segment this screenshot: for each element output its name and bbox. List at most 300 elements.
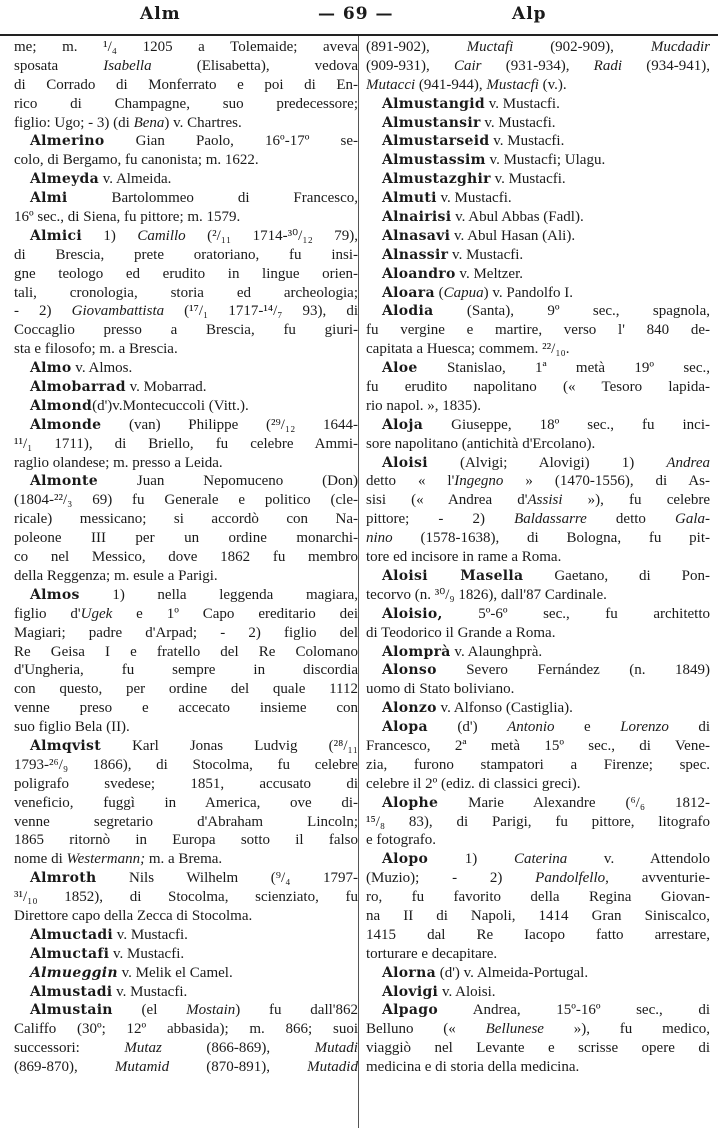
entry-headword: Almi <box>30 190 68 207</box>
text-span: Andrea, 15º-16º sec., di <box>437 1002 710 1019</box>
text-line <box>14 284 358 303</box>
text-line <box>14 454 358 473</box>
header-left-guideword: Alm <box>140 4 181 24</box>
text-line <box>14 416 358 435</box>
text-span: e 1º Capo ereditario dei <box>112 605 358 622</box>
text-line <box>14 491 358 510</box>
entry-headword: Almroth <box>30 870 97 887</box>
text-span: co nel Messico, dove 1862 fu membro <box>14 549 358 566</box>
entry-headword: Almueggin <box>30 964 118 981</box>
text-span: (²/₁₁ 1714-³⁰/₁₂ 79), <box>185 227 358 244</box>
text-line <box>14 510 358 529</box>
text-line <box>366 624 710 643</box>
entry-headword: Alopo <box>382 851 429 868</box>
text-span: Capua <box>443 284 484 301</box>
text-span: Karl Jonas Ludvig (²⁸/₁₁ <box>101 737 358 754</box>
text-span: ) fu dall'862 <box>235 1002 358 1019</box>
text-span: v. Alaunghprà. <box>450 643 543 660</box>
text-span: v. Almos. <box>71 360 133 377</box>
text-line <box>14 151 358 170</box>
text-span: (1578-1638), di Bologna, fu pit- <box>392 530 710 547</box>
entry-headword: Almobarrad <box>30 379 126 396</box>
entry-headword: Almuctadi <box>30 926 114 943</box>
entry-headword: Alpago <box>382 1002 438 1019</box>
text-line <box>366 813 710 832</box>
text-line <box>14 680 358 699</box>
entry-headword: Alodia <box>382 303 434 320</box>
text-line <box>366 246 710 265</box>
text-line <box>366 794 710 813</box>
text-span: Muctafi <box>466 39 514 55</box>
text-line <box>14 472 358 491</box>
text-span: celebre il 2º (ediz. di classici greci). <box>366 775 581 792</box>
text-span: ¹⁵/₈ 83), di Parigi, fu pittore, litografo <box>366 813 710 830</box>
entry-headword: Aloe <box>382 360 418 377</box>
text-span: venne preso e accecato insieme con <box>14 700 358 717</box>
text-span: (Santa), 9º sec., spagnola, <box>433 303 710 320</box>
text-span: v. Mustacfi; Ulagu. <box>485 152 606 169</box>
entry-headword: Alovigi <box>382 983 439 1000</box>
entry-headword: Alomprà <box>382 643 451 660</box>
text-span: (909-931), <box>366 57 454 74</box>
entry-headword: Almonde <box>30 416 102 433</box>
text-line <box>14 605 358 624</box>
text-line <box>14 95 358 114</box>
text-span: 1865 ritornò in Europa sotto il falso <box>14 832 358 849</box>
text-line <box>14 38 358 57</box>
text-span: Ingegno <box>454 473 504 490</box>
text-span: fu vergine e martire, verso l' 840 de- <box>366 322 710 339</box>
text-span: Francesco, 2ª metà 15º sec., di Vene- <box>366 737 710 754</box>
text-span: v. Abul Hasan (Ali). <box>450 227 576 244</box>
text-span: v. Mustacfi. <box>484 95 560 112</box>
text-span: 1) <box>81 227 138 244</box>
text-span: v. Meltzer. <box>455 265 524 282</box>
text-line <box>366 983 710 1002</box>
text-line <box>366 170 710 189</box>
text-line <box>366 661 710 680</box>
text-span: poligrafo svedese; 1851, accusato di <box>14 775 358 792</box>
header-rule <box>0 34 718 36</box>
text-span: »), fu celebre <box>562 492 710 509</box>
text-span: di Teodorico il Grande a Roma. <box>366 624 556 641</box>
text-line <box>14 907 358 926</box>
text-span: (d') v. Almeida-Portugal. <box>435 964 589 981</box>
entry-headword: Almustansir <box>382 114 481 131</box>
text-line <box>366 95 710 114</box>
text-line <box>14 57 358 76</box>
text-span: Juan Nepomuceno (Don) <box>98 473 358 490</box>
text-line <box>14 983 358 1002</box>
text-line <box>366 265 710 284</box>
text-line <box>366 416 710 435</box>
text-line <box>366 548 710 567</box>
entry-headword: Alnassir <box>382 246 449 263</box>
text-span: Coccaglio presso a Brescia, fu giuri- <box>14 322 358 339</box>
text-span: (v.). <box>538 76 567 93</box>
text-span: colo, di Bergamo, fu canonista; m. 1622. <box>14 152 259 169</box>
text-span: Mucdadir <box>650 39 710 55</box>
text-span: (Muzio); - 2) <box>366 870 536 887</box>
entry-headword: Alnairisi <box>382 209 452 226</box>
text-span: nome di <box>14 851 67 868</box>
text-span: (870-891), <box>169 1059 308 1076</box>
text-line <box>366 208 710 227</box>
entry-headword: Aloara <box>382 284 435 301</box>
text-span: v. Mustacfi. <box>436 190 512 207</box>
text-span: v. Mustacfi. <box>448 246 524 263</box>
column-divider <box>358 36 359 1128</box>
text-line <box>366 359 710 378</box>
text-span: v. Mustacfi. <box>113 926 188 943</box>
text-span: Westermann; <box>66 851 146 868</box>
text-span: detto « l' <box>366 473 455 490</box>
text-span: Antonio <box>507 719 555 736</box>
text-span: Giuseppe, 18º sec., fu inci- <box>423 416 710 433</box>
text-span: Stanislao, 1ª metà 19º sec., <box>417 360 710 377</box>
text-span: ( <box>434 284 444 301</box>
text-span: Isabella <box>103 57 152 74</box>
text-span: Mutacci <box>366 76 416 93</box>
page-number: — 69 — <box>318 4 394 24</box>
text-line <box>14 888 358 907</box>
entry-headword: Almqvist <box>30 737 101 754</box>
text-span: capitata a Huesca; commem. ²²/₁₀. <box>366 341 570 358</box>
text-span: zia, furono stampatori a Firenze; spec. <box>366 756 710 773</box>
text-line <box>14 567 358 586</box>
text-line <box>14 850 358 869</box>
text-line <box>366 699 710 718</box>
text-line <box>366 38 710 57</box>
text-span: v. Mustacfi. <box>112 983 188 1000</box>
text-span: , avventurie- <box>605 870 710 887</box>
entry-headword: Almustazghir <box>382 171 491 188</box>
entry-headword: Almici <box>30 227 82 244</box>
text-span: Mutamid <box>114 1059 170 1076</box>
text-span: suo figlio Bela (II). <box>14 719 130 736</box>
text-span: 1) <box>428 851 514 868</box>
text-line <box>14 756 358 775</box>
text-span: ³¹/₁₀ 1852), di Stocolma, scienziato, fu <box>14 889 358 906</box>
text-span: di Corrado di Monferrato e poi di En- <box>14 76 358 93</box>
text-span: Camillo <box>137 227 186 244</box>
text-span: Marie Alexandre (⁶/₆ 1812- <box>438 794 710 811</box>
text-span: (el <box>112 1002 187 1019</box>
text-span: Ugek <box>80 605 113 622</box>
text-line <box>14 529 358 548</box>
text-line <box>14 661 358 680</box>
text-line <box>14 831 358 850</box>
text-span: v. Mustacfi. <box>109 945 185 962</box>
text-line <box>14 643 358 662</box>
text-line <box>366 151 710 170</box>
left-column <box>14 38 358 1077</box>
text-line <box>14 114 358 133</box>
text-line <box>366 529 710 548</box>
text-span: Andrea <box>666 454 710 471</box>
text-span: Bena <box>133 114 165 131</box>
text-span: ro, fu favorito della Regina Giovan- <box>366 889 710 906</box>
text-line <box>14 378 358 397</box>
text-span: 5º-6º sec., fu architetto <box>442 605 710 622</box>
entry-headword: Almerino <box>30 133 105 150</box>
text-line <box>14 397 358 416</box>
text-span: Belluno (« <box>366 1021 486 1038</box>
entry-headword: Almustassim <box>382 152 486 169</box>
text-span: fu erudito napolitano (« Tesoro lapida- <box>366 379 710 396</box>
text-span: v. Almeida. <box>99 171 172 188</box>
entry-headword: Almonte <box>30 473 98 490</box>
entry-headword: Alonso <box>382 662 437 679</box>
text-span: viaggiò nel Levante e scrisse opere di <box>366 1040 710 1057</box>
text-line <box>366 302 710 321</box>
text-span: Caterina <box>513 851 568 868</box>
text-line <box>14 208 358 227</box>
text-span: Re Geisa I e fratello del Re Colomano <box>14 643 358 660</box>
text-span: di Brescia, prete oratoriano, fu insi- <box>14 246 358 263</box>
text-line <box>14 869 358 888</box>
text-line <box>366 737 710 756</box>
text-line <box>14 1058 358 1077</box>
text-span: e <box>554 719 621 736</box>
text-span: rico di Champagne, suo predecessore; <box>14 95 358 112</box>
entry-headword: Almustangid <box>382 95 485 112</box>
entry-headword: Almos <box>30 586 80 603</box>
text-span: na II di Napoli, 1414 Gran Siniscalco, <box>366 907 710 924</box>
text-span: v. Mustacfi. <box>489 133 565 150</box>
page-header <box>0 0 718 34</box>
text-span: sore napolitano (antichità d'Ercolano). <box>366 435 596 452</box>
text-span: (Alvigi; Alovigi) 1) <box>427 454 667 471</box>
entry-headword: Aloisi <box>382 454 428 471</box>
text-line <box>366 472 710 491</box>
text-line <box>366 926 710 945</box>
text-span: Nils Wilhelm (⁹/₄ 1797- <box>96 870 358 887</box>
text-span: v. Alfonso (Castiglia). <box>436 700 573 717</box>
text-span: Gian Paolo, 16º-17º se- <box>104 133 358 150</box>
text-span: (866-869), <box>161 1040 315 1057</box>
text-line <box>366 510 710 529</box>
text-span: ) v. Pandolfo I. <box>483 284 574 301</box>
text-line <box>366 907 710 926</box>
text-line <box>14 340 358 359</box>
text-span: (van) Philippe (²⁹/₁₂ 1644- <box>101 416 358 433</box>
text-line <box>366 680 710 699</box>
text-span: me; m. ¹/₄ 1205 a Tolemaide; aveva <box>14 39 358 55</box>
text-span: (d') <box>427 719 508 736</box>
text-line <box>14 964 358 983</box>
text-line <box>366 643 710 662</box>
text-span: v. Attendolo <box>567 851 710 868</box>
text-span: 1) nella leggenda magiara, <box>79 586 358 603</box>
text-line <box>366 945 710 964</box>
text-span: (902-909), <box>513 39 651 55</box>
text-span: (Elisabetta), vedova <box>151 57 358 74</box>
text-line <box>14 321 358 340</box>
text-line <box>366 586 710 605</box>
text-line <box>366 340 710 359</box>
entry-headword: Aloja <box>382 416 424 433</box>
text-line <box>366 284 710 303</box>
text-span: raglio olandese; m. presso a Leida. <box>14 454 223 471</box>
text-line <box>14 132 358 151</box>
text-line <box>366 189 710 208</box>
text-line <box>14 435 358 454</box>
text-span: torturare e decapitare. <box>366 945 498 962</box>
text-line <box>366 888 710 907</box>
entry-headword: Alopa <box>382 719 428 736</box>
text-span: v. Mobarrad. <box>125 379 207 396</box>
text-span: nino <box>366 530 393 547</box>
text-line <box>14 246 358 265</box>
text-span: 1793-²⁶/₉ 1866), di Stocolma, fu celebre <box>14 756 358 773</box>
text-line <box>366 76 710 95</box>
text-span: Mutadid <box>307 1059 358 1076</box>
text-span: - 2) <box>14 303 72 320</box>
entry-headword: Aloandro <box>382 265 456 282</box>
text-span: ) v. Chartres. <box>164 114 242 131</box>
text-span: (941-944), <box>415 76 487 93</box>
text-span: Magiari; padre d'Arpad; - 2) figlio del <box>14 624 358 641</box>
text-line <box>14 586 358 605</box>
right-column <box>366 38 710 1077</box>
text-span: veneficio, fuggì in America, ove di- <box>14 794 358 811</box>
text-span: v. Mustacfi. <box>490 171 566 188</box>
text-line <box>14 76 358 95</box>
text-line <box>366 227 710 246</box>
text-span: venne segretario d'Abraham Lincoln; <box>14 813 358 830</box>
text-span: ricale) messicano; si accordò con Na- <box>14 511 358 528</box>
text-span: uomo di Stato boliviano. <box>366 681 515 698</box>
text-span: sposata <box>14 57 104 74</box>
text-line <box>14 189 358 208</box>
text-span: Cair <box>453 57 482 74</box>
text-line <box>366 869 710 888</box>
text-span: Radi <box>593 57 623 74</box>
text-line <box>14 359 358 378</box>
entry-headword: Alonzo <box>382 700 437 717</box>
text-span: 1415 dal Re Iacopo fatto arrestare, <box>366 926 710 943</box>
text-span: ¹¹/₁ 1711), di Briello, fu celebre Ammi- <box>14 435 358 452</box>
text-line <box>14 718 358 737</box>
entry-headword: Almustain <box>30 1002 113 1019</box>
text-span: rio napol. », 1835). <box>366 397 481 414</box>
text-span: Pandolfello <box>535 870 606 887</box>
text-line <box>366 454 710 473</box>
text-span: Assisi <box>527 492 563 509</box>
text-line <box>366 775 710 794</box>
text-line <box>14 265 358 284</box>
text-span: tore ed incisore in rame a Roma. <box>366 549 562 566</box>
text-line <box>366 435 710 454</box>
entry-headword: Almeyda <box>30 171 99 188</box>
text-line <box>366 567 710 586</box>
text-span: (934-941), <box>622 57 710 74</box>
text-span: della Reggenza; m. esule a Parigi. <box>14 567 218 584</box>
text-span: v. Aloisi. <box>438 983 496 1000</box>
text-span: e fotografo. <box>366 832 436 849</box>
entry-headword: Almustadi <box>30 983 113 1000</box>
entry-headword: Aloisi Masella <box>382 567 524 584</box>
entry-headword: Almo <box>30 360 72 377</box>
text-line <box>366 605 710 624</box>
text-span: tali, cronologia, storia ed archeologia; <box>14 284 358 301</box>
text-span: Baldassarre <box>514 511 587 528</box>
text-span: Gala- <box>675 511 710 528</box>
text-line <box>366 397 710 416</box>
text-span: figlio d' <box>14 605 81 622</box>
text-line <box>14 1039 358 1058</box>
entry-headword: Alophe <box>382 794 439 811</box>
text-span: figlio: Ugo; - 3) (di <box>14 114 134 131</box>
text-line <box>14 1020 358 1039</box>
entry-headword: Alnasavi <box>382 227 451 244</box>
entry-headword: Almond <box>30 397 93 414</box>
text-line <box>14 1001 358 1020</box>
text-line <box>14 699 358 718</box>
text-span: (931-934), <box>481 57 594 74</box>
text-line <box>366 756 710 775</box>
text-line <box>14 926 358 945</box>
text-line <box>14 170 358 189</box>
text-line <box>14 227 358 246</box>
entry-headword: Aloisio, <box>382 605 443 622</box>
text-line <box>366 321 710 340</box>
text-span: pittore; - 2) <box>366 511 515 528</box>
text-span: di <box>668 719 710 736</box>
text-span: Gaetano, di Pon- <box>523 567 710 584</box>
text-span: Bartolommeo di Francesco, <box>67 190 358 207</box>
text-line <box>14 624 358 643</box>
text-span: (891-902), <box>366 39 467 55</box>
text-span: Severo Fernández (n. 1849) <box>436 662 710 679</box>
text-line <box>366 1039 710 1058</box>
text-span: Bellunese <box>485 1021 544 1038</box>
entry-headword: Almustarseid <box>382 133 490 150</box>
text-span: Califfo (30º; 12º abbasida); m. 866; suoi <box>14 1021 358 1038</box>
entry-headword: Almuti <box>382 190 437 207</box>
text-span: tecorvo (n. ³⁰/₉ 1826), dall'87 Cardinale. <box>366 586 607 603</box>
text-span: Mustacfi <box>486 76 539 93</box>
text-span: v. Abul Abbas (Fadl). <box>451 209 584 226</box>
text-span: Giovambattista <box>71 303 165 320</box>
text-span: sisi (« Andrea d' <box>366 492 528 509</box>
text-span: m. a Brema. <box>145 851 223 868</box>
text-line <box>366 114 710 133</box>
text-span: (1804-²²/₃ 69) fu Generale e politico (cle- <box>14 492 358 509</box>
text-span: (869-870), <box>14 1059 115 1076</box>
text-span: v. Mustacfi. <box>480 114 556 131</box>
text-line <box>366 491 710 510</box>
text-span: Mostain <box>186 1002 236 1019</box>
text-line <box>366 850 710 869</box>
text-line <box>366 718 710 737</box>
text-span: poleone III per un ordine monarchi- <box>14 530 358 547</box>
text-line <box>366 57 710 76</box>
text-line <box>14 813 358 832</box>
text-line <box>366 1001 710 1020</box>
text-span: detto <box>586 511 675 528</box>
text-span: successori: <box>14 1040 125 1057</box>
text-span: d'Ungheria, fu sempre in discordia <box>14 662 358 679</box>
text-line <box>366 132 710 151</box>
text-line <box>366 964 710 983</box>
text-span: Mutadi <box>314 1040 358 1057</box>
text-span: »), fu medico, <box>543 1021 710 1038</box>
text-span: medicina e di storia della medicina. <box>366 1059 580 1076</box>
entry-headword: Alorna <box>382 964 436 981</box>
text-span: Mutaz <box>124 1040 162 1057</box>
